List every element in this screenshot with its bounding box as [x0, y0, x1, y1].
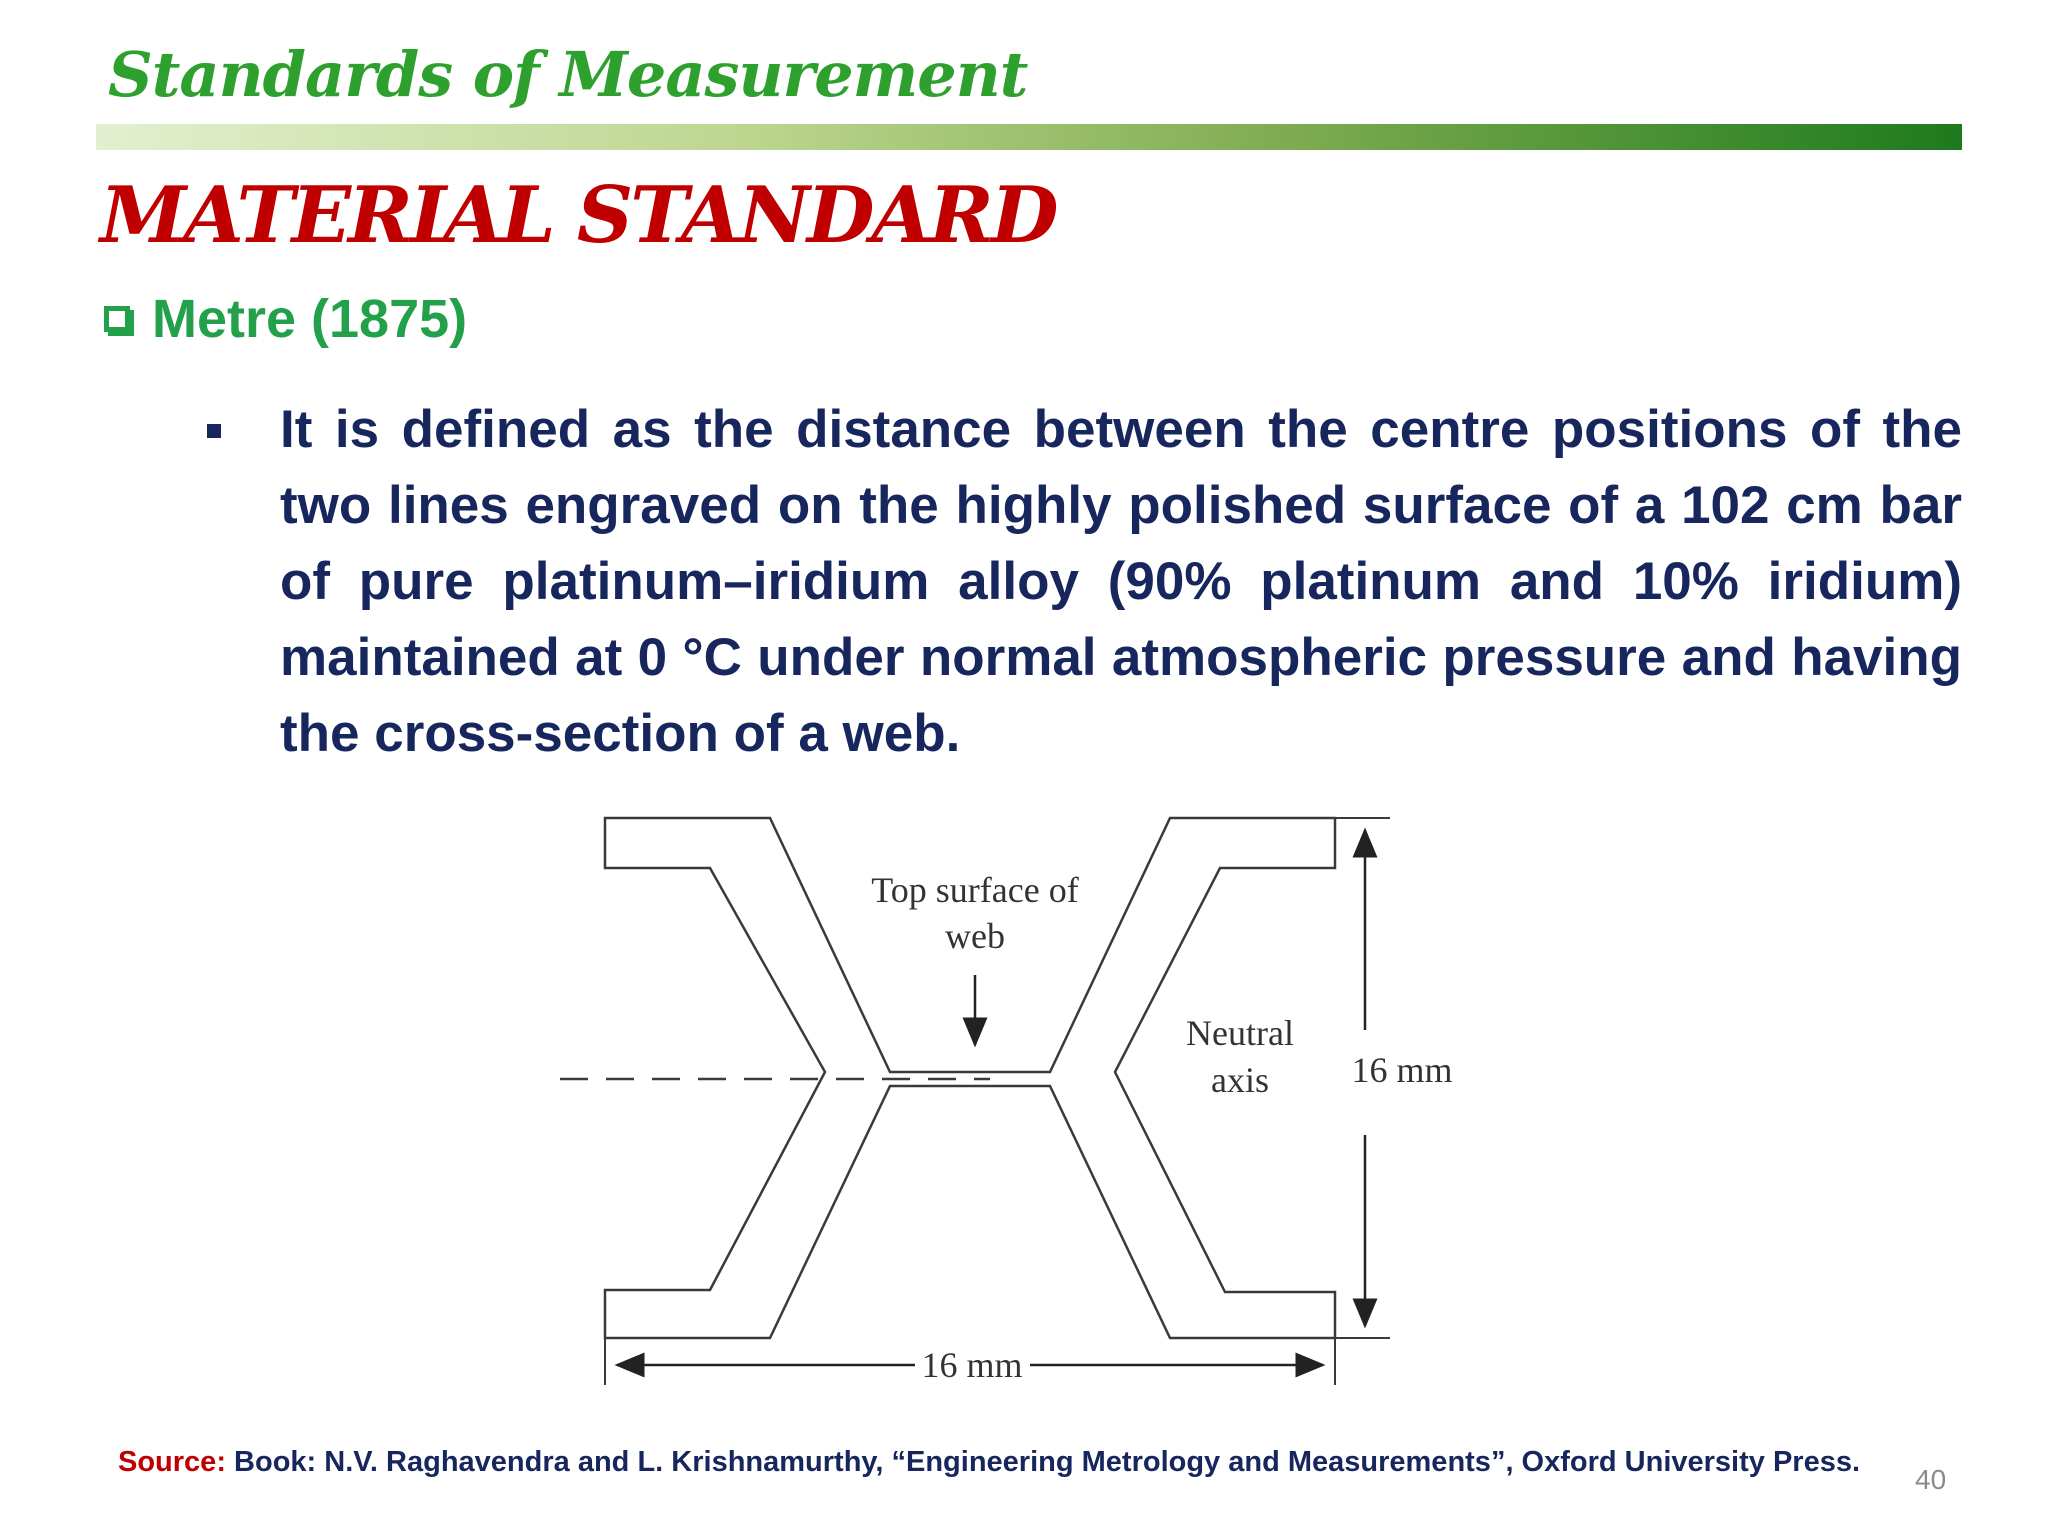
sub-bullet — [104, 288, 467, 350]
section-heading: MATERIAL STANDARD — [100, 170, 1056, 261]
sub-bullet-text: Metre (1875) — [152, 289, 468, 349]
source-citation — [118, 1446, 1860, 1479]
label-neutral-line1: Neutral — [1186, 1013, 1294, 1053]
square-bullet-icon — [207, 424, 221, 438]
slide-title: Standards of Measurement — [108, 38, 1028, 111]
label-height-dimension: 16 mm — [1351, 1050, 1453, 1090]
page-number: 40 — [1915, 1464, 1947, 1495]
source-label: Source: — [118, 1446, 226, 1478]
web-cross-section-final — [560, 790, 1500, 1410]
definition-paragraph: It is defined as the distance between the centre positions of the two lines engraved on the highly polished surface of a 102 cm bar of pure platinum–iridium alloy (90% platinum and 10% iridium) maintained at 0 °C under normal atmospheric pressure and having the cross-section of a web. — [280, 400, 1962, 763]
source-text: Book: N.V. Raghavendra and L. Krishnamurthy, “Engineering Metrology and Measurements”, Oxford University Press. — [225, 1446, 1861, 1478]
title-underline-bar — [96, 124, 1962, 150]
label-neutral-line2: axis — [1211, 1060, 1269, 1100]
label-top-surface-line1: Top surface of — [871, 870, 1079, 910]
label-width-dimension: 16 mm — [921, 1345, 1023, 1385]
label-top-surface-line2: web — [945, 916, 1005, 956]
hollow-square-bullet-icon — [104, 306, 130, 332]
